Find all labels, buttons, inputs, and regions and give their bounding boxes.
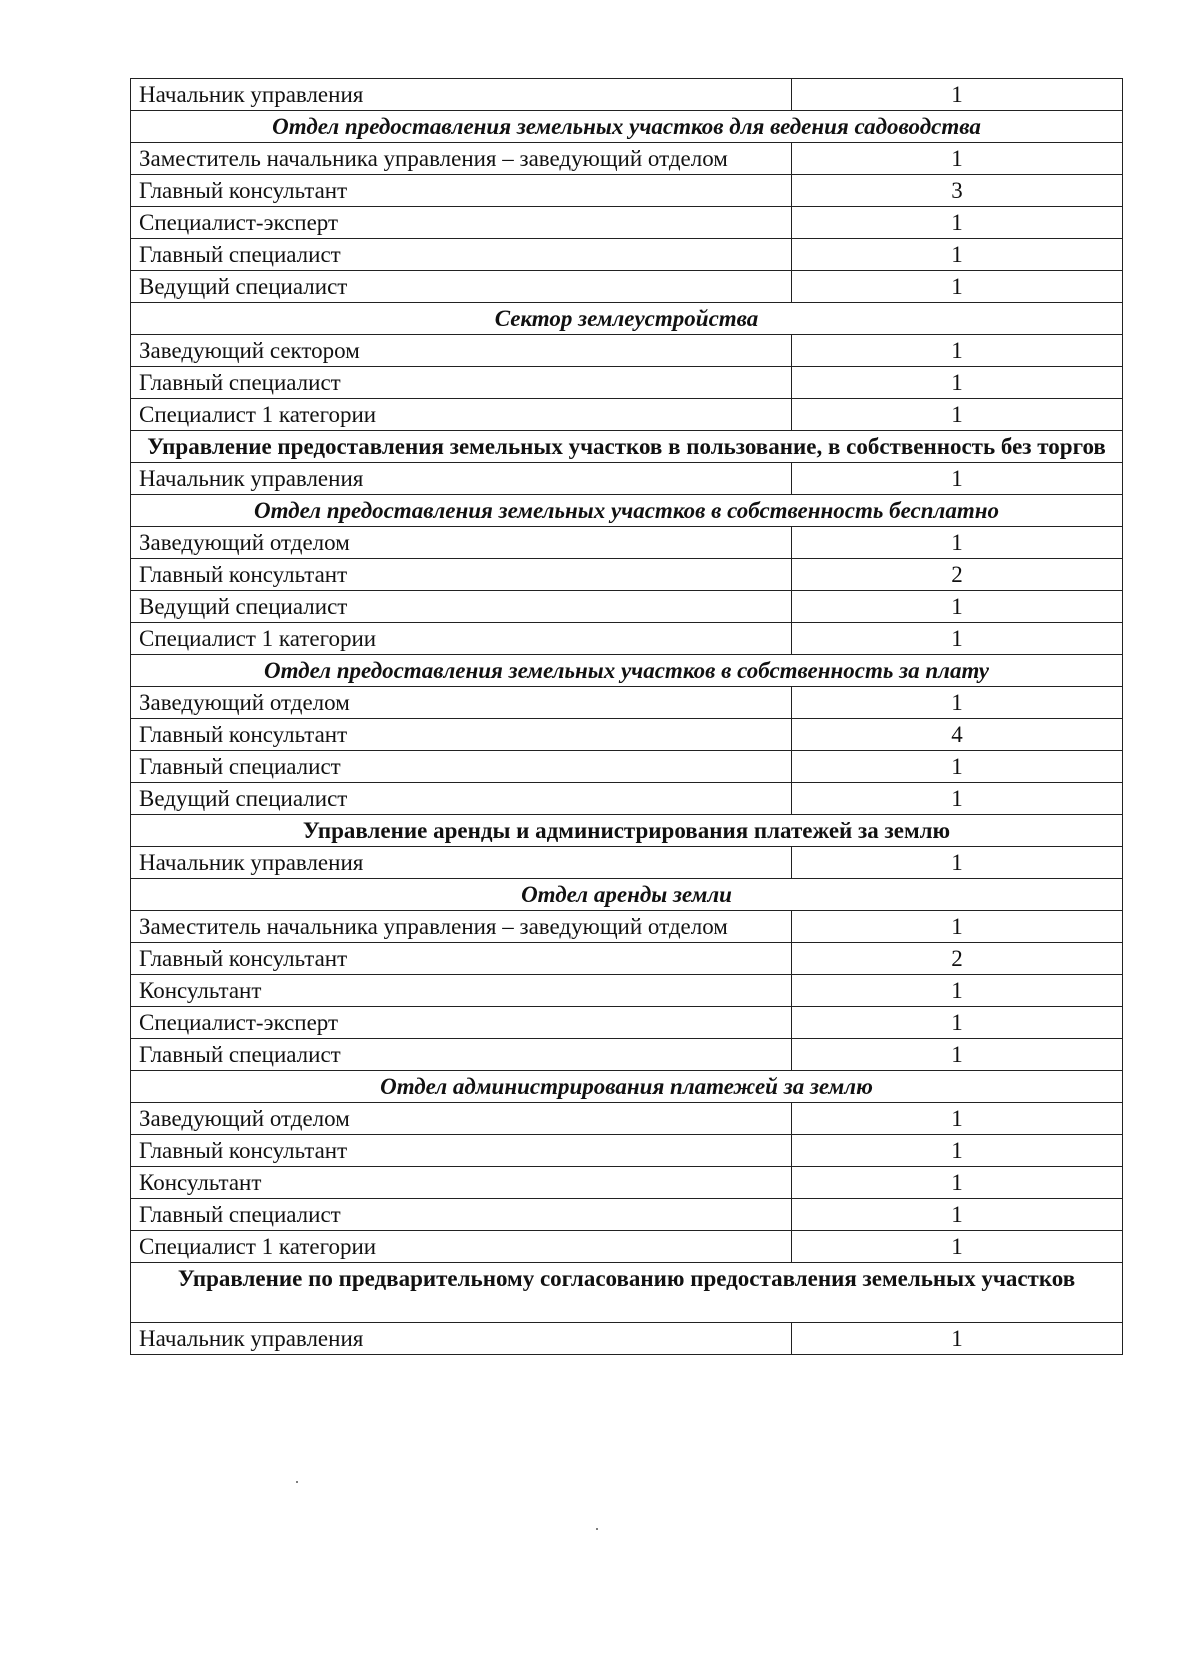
- section-heading-row: [131, 111, 1123, 143]
- position-row: [131, 527, 1123, 559]
- position-row: [131, 559, 1123, 591]
- position-count: 1: [792, 1231, 1123, 1263]
- position-name: Главный консультант: [131, 943, 792, 975]
- position-row: [131, 783, 1123, 815]
- position-row: [131, 1231, 1123, 1263]
- position-count: 1: [792, 271, 1123, 303]
- position-count: 1: [792, 1167, 1123, 1199]
- position-name: Заведующий сектором: [131, 335, 792, 367]
- position-name: Главный консультант: [131, 719, 792, 751]
- position-row: [131, 1135, 1123, 1167]
- section-heading-row: [131, 879, 1123, 911]
- scan-speck: [596, 1528, 598, 1530]
- position-name: Начальник управления: [131, 79, 792, 111]
- position-row: [131, 943, 1123, 975]
- position-name: Ведущий специалист: [131, 591, 792, 623]
- department-title: Управление аренды и администрирования платежей за землю: [131, 815, 1123, 847]
- position-count: 1: [792, 751, 1123, 783]
- position-row: [131, 975, 1123, 1007]
- position-name: Специалист-эксперт: [131, 207, 792, 239]
- position-count: 1: [792, 1135, 1123, 1167]
- position-name: Главный консультант: [131, 1135, 792, 1167]
- section-title: Сектор землеустройства: [131, 303, 1123, 335]
- position-count: 1: [792, 239, 1123, 271]
- position-name: Начальник управления: [131, 1323, 792, 1355]
- position-count: 1: [792, 687, 1123, 719]
- position-row: [131, 463, 1123, 495]
- position-name: Начальник управления: [131, 847, 792, 879]
- position-name: Ведущий специалист: [131, 271, 792, 303]
- position-name: Заведующий отделом: [131, 687, 792, 719]
- section-heading-row: [131, 303, 1123, 335]
- section-heading-row: [131, 655, 1123, 687]
- position-row: [131, 143, 1123, 175]
- position-count: 1: [792, 367, 1123, 399]
- position-name: Консультант: [131, 975, 792, 1007]
- position-count: 1: [792, 335, 1123, 367]
- position-count: 1: [792, 1039, 1123, 1071]
- position-count: 1: [792, 207, 1123, 239]
- position-row: [131, 335, 1123, 367]
- position-name: Специалист 1 категории: [131, 1231, 792, 1263]
- position-name: Начальник управления: [131, 463, 792, 495]
- department-title: Управление предоставления земельных участков в пользование, в собственность без торгов: [131, 431, 1123, 463]
- position-name: Главный специалист: [131, 751, 792, 783]
- section-title: Отдел администрирования платежей за землю: [131, 1071, 1123, 1103]
- position-row: [131, 1103, 1123, 1135]
- position-count: 1: [792, 1199, 1123, 1231]
- position-name: Главный специалист: [131, 1199, 792, 1231]
- position-count: 1: [792, 847, 1123, 879]
- staff-table: [130, 78, 1123, 1355]
- position-row: [131, 751, 1123, 783]
- position-name: Главный специалист: [131, 367, 792, 399]
- position-row: [131, 399, 1123, 431]
- section-title: Отдел предоставления земельных участков в собственность бесплатно: [131, 495, 1123, 527]
- position-row: [131, 687, 1123, 719]
- position-count: 1: [792, 143, 1123, 175]
- department-heading-row: [131, 815, 1123, 847]
- department-title: Управление по предварительному согласованию предоставления земельных участков: [131, 1263, 1123, 1323]
- staff-table-page: [130, 78, 1123, 1355]
- position-name: Специалист-эксперт: [131, 1007, 792, 1039]
- position-row: [131, 239, 1123, 271]
- position-name: Заместитель начальника управления – заведующий отделом: [131, 143, 792, 175]
- section-heading-row: [131, 1071, 1123, 1103]
- position-row: [131, 911, 1123, 943]
- position-count: 1: [792, 783, 1123, 815]
- position-row: [131, 367, 1123, 399]
- position-row: [131, 623, 1123, 655]
- position-count: 1: [792, 975, 1123, 1007]
- staff-table-body: [131, 79, 1123, 1355]
- position-count: 2: [792, 943, 1123, 975]
- position-count: 1: [792, 623, 1123, 655]
- position-name: Специалист 1 категории: [131, 623, 792, 655]
- position-row: [131, 847, 1123, 879]
- position-count: 1: [792, 399, 1123, 431]
- position-count: 1: [792, 1323, 1123, 1355]
- section-title: Отдел предоставления земельных участков для ведения садоводства: [131, 111, 1123, 143]
- position-count: 4: [792, 719, 1123, 751]
- position-name: Главный специалист: [131, 1039, 792, 1071]
- position-name: Главный консультант: [131, 175, 792, 207]
- position-row: [131, 175, 1123, 207]
- position-count: 2: [792, 559, 1123, 591]
- department-heading-row: [131, 431, 1123, 463]
- position-count: 1: [792, 463, 1123, 495]
- position-name: Заместитель начальника управления – заведующий отделом: [131, 911, 792, 943]
- section-title: Отдел аренды земли: [131, 879, 1123, 911]
- department-heading-row: [131, 1263, 1123, 1323]
- position-name: Главный консультант: [131, 559, 792, 591]
- position-row: [131, 1167, 1123, 1199]
- position-row: [131, 207, 1123, 239]
- position-name: Специалист 1 категории: [131, 399, 792, 431]
- position-row: [131, 1199, 1123, 1231]
- position-name: Заведующий отделом: [131, 527, 792, 559]
- position-count: 1: [792, 527, 1123, 559]
- position-count: 1: [792, 1007, 1123, 1039]
- scan-speck: [296, 1481, 298, 1483]
- section-heading-row: [131, 495, 1123, 527]
- position-name: Ведущий специалист: [131, 783, 792, 815]
- position-name: Заведующий отделом: [131, 1103, 792, 1135]
- position-row: [131, 271, 1123, 303]
- position-row: [131, 1007, 1123, 1039]
- position-row: [131, 1323, 1123, 1355]
- position-row: [131, 719, 1123, 751]
- position-name: Главный специалист: [131, 239, 792, 271]
- position-row: [131, 591, 1123, 623]
- position-count: 1: [792, 911, 1123, 943]
- section-title: Отдел предоставления земельных участков в собственность за плату: [131, 655, 1123, 687]
- position-row: [131, 1039, 1123, 1071]
- position-name: Консультант: [131, 1167, 792, 1199]
- position-count: 1: [792, 1103, 1123, 1135]
- position-count: 1: [792, 79, 1123, 111]
- position-count: 3: [792, 175, 1123, 207]
- position-count: 1: [792, 591, 1123, 623]
- position-row: [131, 79, 1123, 111]
